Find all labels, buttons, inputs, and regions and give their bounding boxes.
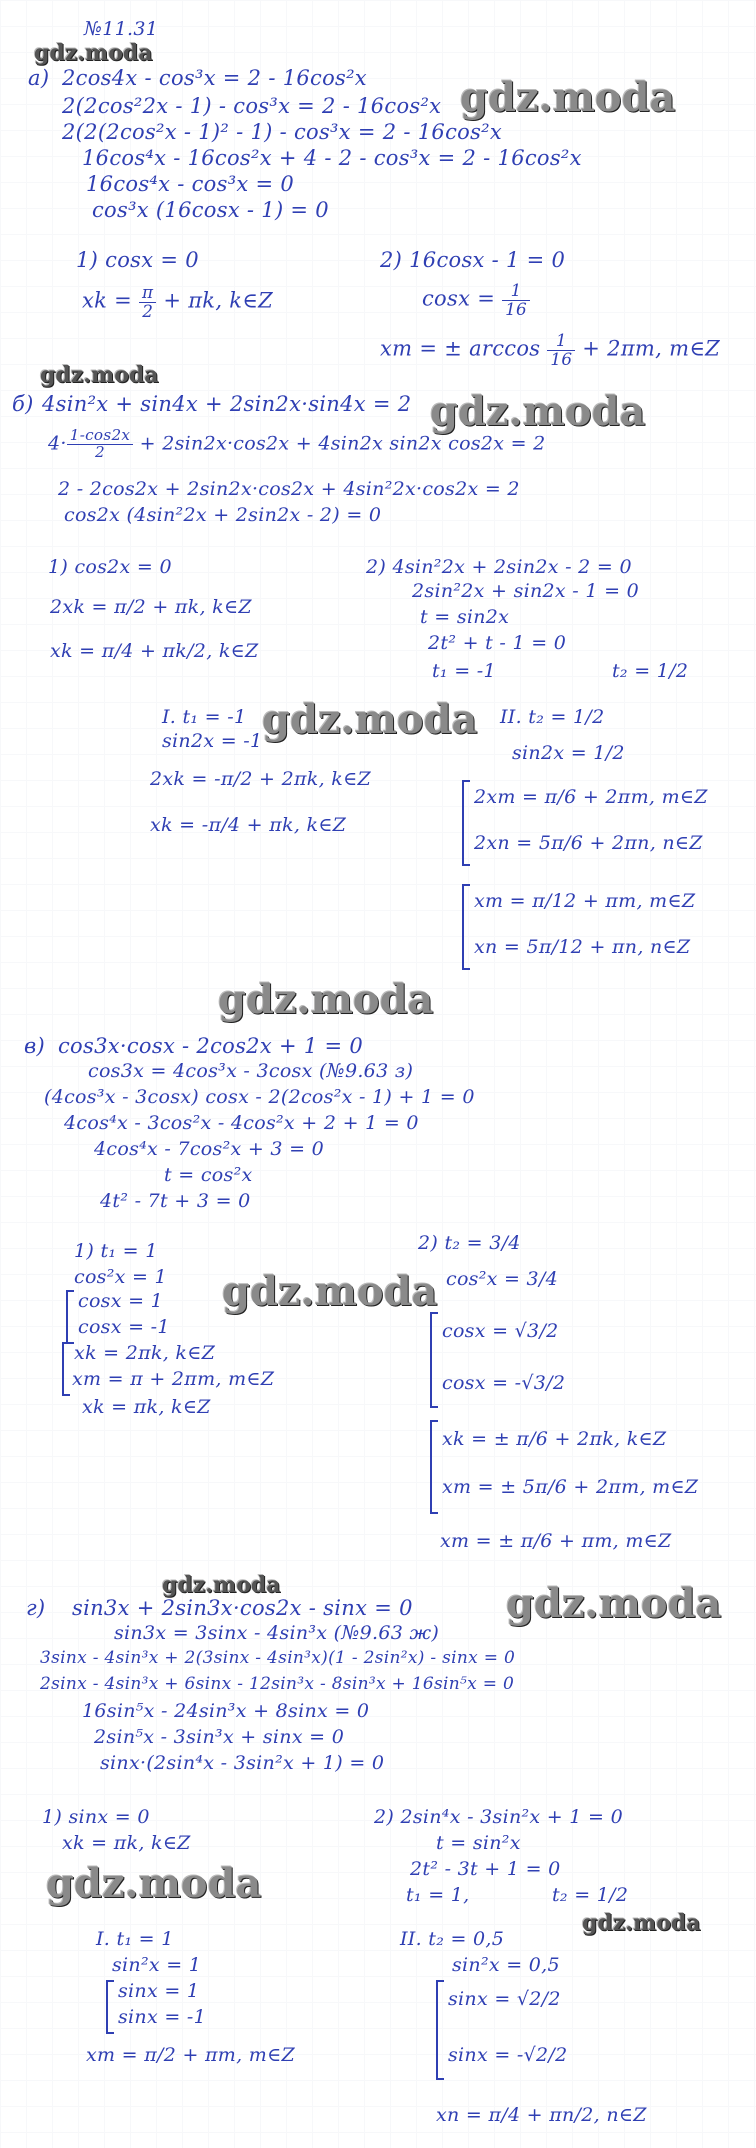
- part-v-case-1-line-1: cos²x = 1: [74, 1266, 167, 1288]
- part-b-sub-2-line-5: xn = 5π/12 + πn, n∈Z: [474, 936, 691, 958]
- part-g-sub-1-line-4: xm = π/2 + πm, m∈Z: [86, 2044, 295, 2066]
- problem-number: №11.31: [84, 18, 159, 40]
- watermark: gdz.moda: [222, 1268, 438, 1315]
- system-bracket: [436, 1980, 444, 2080]
- part-v-case-1-line-4: xk = 2πk, k∈Z: [74, 1342, 216, 1364]
- part-b-case-2-t2: t₂ = 1/2: [612, 660, 689, 682]
- part-v-case-1-line-3: cosx = -1: [78, 1316, 170, 1338]
- part-b-sub-1-head: I. t₁ = -1: [162, 706, 247, 728]
- part-b-case-2-t1: t₁ = -1: [432, 660, 496, 682]
- part-v-case-1-line-5: xm = π + 2πm, m∈Z: [72, 1368, 275, 1390]
- part-v-label: в): [24, 1034, 46, 1058]
- part-b-case-2-line-3: 2t² + t - 1 = 0: [428, 632, 567, 654]
- part-v-step-2: (4cos³x - 3cosx) cosx - 2(2cos²x - 1) + 1 = 0: [44, 1086, 475, 1108]
- part-g-sub-2-line-2: sinx = √2/2: [448, 1988, 561, 2010]
- part-v-case-2-line-4: xk = ± π/6 + 2πk, k∈Z: [442, 1428, 667, 1450]
- watermark: gdz.moda: [46, 1860, 262, 1907]
- watermark: gdz.moda: [262, 696, 478, 743]
- part-b-sub-2-head: II. t₂ = 1/2: [500, 706, 605, 728]
- part-a-step-2: 2(2(2cos²x - 1)² - 1) - cos³x = 2 - 16cos²x: [62, 120, 503, 144]
- part-b-sub-2-line-2: 2xm = π/6 + 2πm, m∈Z: [474, 786, 708, 808]
- part-g-sub-1-line-1: sin²x = 1: [112, 1954, 202, 1976]
- system-bracket: [430, 1312, 438, 1408]
- part-g-sub-1-head: I. t₁ = 1: [96, 1928, 174, 1950]
- part-g-step-4: 16sin⁵x - 24sin³x + 8sinx = 0: [82, 1700, 370, 1722]
- part-g-equation: sin3x + 2sin3x·cos2x - sinx = 0: [72, 1596, 413, 1620]
- part-b-sub-1-line-1: sin2x = -1: [162, 730, 263, 752]
- part-a-equation: 2cos4x - cos³x = 2 - 16cos²x: [62, 66, 367, 90]
- part-g-label: г): [26, 1596, 46, 1620]
- part-b-case-2-head: 2) 4sin²2x + 2sin2x - 2 = 0: [366, 556, 632, 578]
- part-g-case-2-line-2: 2t² - 3t + 1 = 0: [410, 1858, 561, 1880]
- part-v-case-2-line-1: cos²x = 3/4: [446, 1268, 559, 1290]
- part-v-equation: cos3x·cosx - 2cos2x + 1 = 0: [58, 1034, 363, 1058]
- system-bracket: [462, 884, 470, 970]
- part-g-case-2-line-1: t = sin²x: [436, 1832, 521, 1854]
- part-a-step-3: 16cos⁴x - 16cos²x + 4 - 2 - cos³x = 2 - 16cos²x: [82, 146, 582, 170]
- watermark: gdz.moda: [218, 976, 434, 1023]
- part-g-sub-2-line-4: xn = π/4 + πn/2, n∈Z: [436, 2104, 647, 2126]
- part-v-step-5: t = cos²x: [164, 1164, 253, 1186]
- system-bracket: [62, 1342, 70, 1396]
- part-b-step-1: 4· $\frac{1-\cos 2x}{2}$ + 2sin2x·cos2x + 4sin2x sin2x cos2x = 2: [48, 426, 546, 461]
- part-g-case-2-t1: t₁ = 1,: [406, 1884, 470, 1906]
- watermark: gdz.moda: [430, 388, 646, 435]
- part-g-sub-1-line-3: sinx = -1: [118, 2006, 206, 2028]
- part-g-case-1-head: 1) sinx = 0: [42, 1806, 150, 1828]
- part-a-step-4: 16cos⁴x - cos³x = 0: [86, 172, 295, 196]
- part-b-case-2-line-1: 2sin²2x + sin2x - 1 = 0: [412, 580, 640, 602]
- part-a-case-2-head: 2) 16cosx - 1 = 0: [380, 248, 566, 272]
- watermark: gdz.moda: [40, 362, 159, 388]
- part-g-sub-2-head: II. t₂ = 0,5: [400, 1928, 505, 1950]
- part-v-case-1-head: 1) t₁ = 1: [74, 1240, 158, 1262]
- part-g-sub-1-line-2: sinx = 1: [118, 1980, 200, 2002]
- part-v-case-1-line-2: cosx = 1: [78, 1290, 164, 1312]
- part-g-case-1-line-1: xk = πk, k∈Z: [62, 1832, 191, 1854]
- part-b-case-1-line-2: xk = π/4 + πk/2, k∈Z: [50, 640, 259, 662]
- part-b-step-2: 2 - 2cos2x + 2sin2x·cos2x + 4sin²2x·cos2x = 2: [58, 478, 520, 500]
- part-b-step-3: cos2x (4sin²2x + 2sin2x - 2) = 0: [64, 504, 382, 526]
- part-b-equation: 4sin²x + sin4x + 2sin2x·sin4x = 2: [42, 392, 412, 416]
- part-g-step-3: 2sinx - 4sin³x + 6sinx - 12sin³x - 8sin³x + 16sin⁵x = 0: [40, 1674, 515, 1694]
- part-v-step-6: 4t² - 7t + 3 = 0: [100, 1190, 251, 1212]
- part-g-case-2-head: 2) 2sin⁴x - 3sin²x + 1 = 0: [374, 1806, 623, 1828]
- part-a-case-1-result: xk = $\frac{\pi}{2}$ + πk, k∈Z: [82, 282, 274, 321]
- part-a-case-2-cos: cosx = $\frac{1}{16}$: [422, 282, 530, 318]
- part-b-sub-2-line-3: 2xn = 5π/6 + 2πn, n∈Z: [474, 832, 703, 854]
- part-v-step-1: cos3x = 4cos³x - 3cosx (№9.63 з): [88, 1060, 414, 1082]
- part-g-step-1: sin3x = 3sinx - 4sin³x (№9.63 ж): [114, 1622, 440, 1644]
- part-v-step-3: 4cos⁴x - 3cos²x - 4cos²x + 2 + 1 = 0: [64, 1112, 419, 1134]
- part-v-case-1-line-6: xk = πk, k∈Z: [82, 1396, 211, 1418]
- part-b-sub-1-line-2: 2xk = -π/2 + 2πk, k∈Z: [150, 768, 371, 790]
- part-b-case-2-line-2: t = sin2x: [420, 606, 510, 628]
- part-v-case-2-head: 2) t₂ = 3/4: [418, 1232, 521, 1254]
- part-b-label: б): [12, 392, 34, 416]
- watermark: gdz.moda: [506, 1580, 722, 1627]
- part-g-step-5: 2sin⁵x - 3sin³x + sinx = 0: [94, 1726, 345, 1748]
- system-bracket: [430, 1420, 438, 1514]
- part-b-sub-1-line-3: xk = -π/4 + πk, k∈Z: [150, 814, 347, 836]
- part-g-step-2: 3sinx - 4sin³x + 2(3sinx - 4sin³x)(1 - 2sin²x) - sinx = 0: [40, 1648, 516, 1668]
- watermark: gdz.moda: [460, 74, 676, 121]
- part-g-sub-2-line-3: sinx = -√2/2: [448, 2044, 568, 2066]
- part-a-label: а): [28, 66, 50, 90]
- part-b-sub-2-line-1: sin2x = 1/2: [512, 742, 625, 764]
- part-b-case-1-head: 1) cos2x = 0: [48, 556, 172, 578]
- part-g-case-2-t2: t₂ = 1/2: [552, 1884, 629, 1906]
- part-a-case-1-head: 1) cosx = 0: [76, 248, 199, 272]
- system-bracket: [462, 780, 470, 866]
- part-v-case-2-line-5: xm = ± 5π/6 + 2πm, m∈Z: [442, 1476, 699, 1498]
- watermark: gdz.moda: [162, 1572, 281, 1598]
- part-v-case-2-line-3: cosx = -√3/2: [442, 1372, 566, 1394]
- part-a-step-5: cos³x (16cosx - 1) = 0: [92, 198, 329, 222]
- part-v-step-4: 4cos⁴x - 7cos²x + 3 = 0: [94, 1138, 325, 1160]
- part-b-case-1-line-1: 2xk = π/2 + πk, k∈Z: [50, 596, 252, 618]
- watermark: gdz.moda: [34, 40, 153, 66]
- part-g-step-6: sinx·(2sin⁴x - 3sin²x + 1) = 0: [100, 1752, 385, 1774]
- part-v-case-2-line-6: xm = ± π/6 + πm, m∈Z: [440, 1530, 672, 1552]
- watermark: gdz.moda: [582, 1910, 701, 1936]
- part-a-case-2-result: xm = ± arccos $\frac{1}{16}$ + 2πm, m∈Z: [380, 330, 721, 369]
- part-v-case-2-line-2: cosx = √3/2: [442, 1320, 559, 1342]
- part-b-sub-2-line-4: xm = π/12 + πm, m∈Z: [474, 890, 696, 912]
- part-g-sub-2-line-1: sin²x = 0,5: [452, 1954, 560, 1976]
- system-bracket: [106, 1980, 114, 2034]
- part-a-step-1: 2(2cos²2x - 1) - cos³x = 2 - 16cos²x: [62, 94, 442, 118]
- system-bracket: [66, 1290, 74, 1344]
